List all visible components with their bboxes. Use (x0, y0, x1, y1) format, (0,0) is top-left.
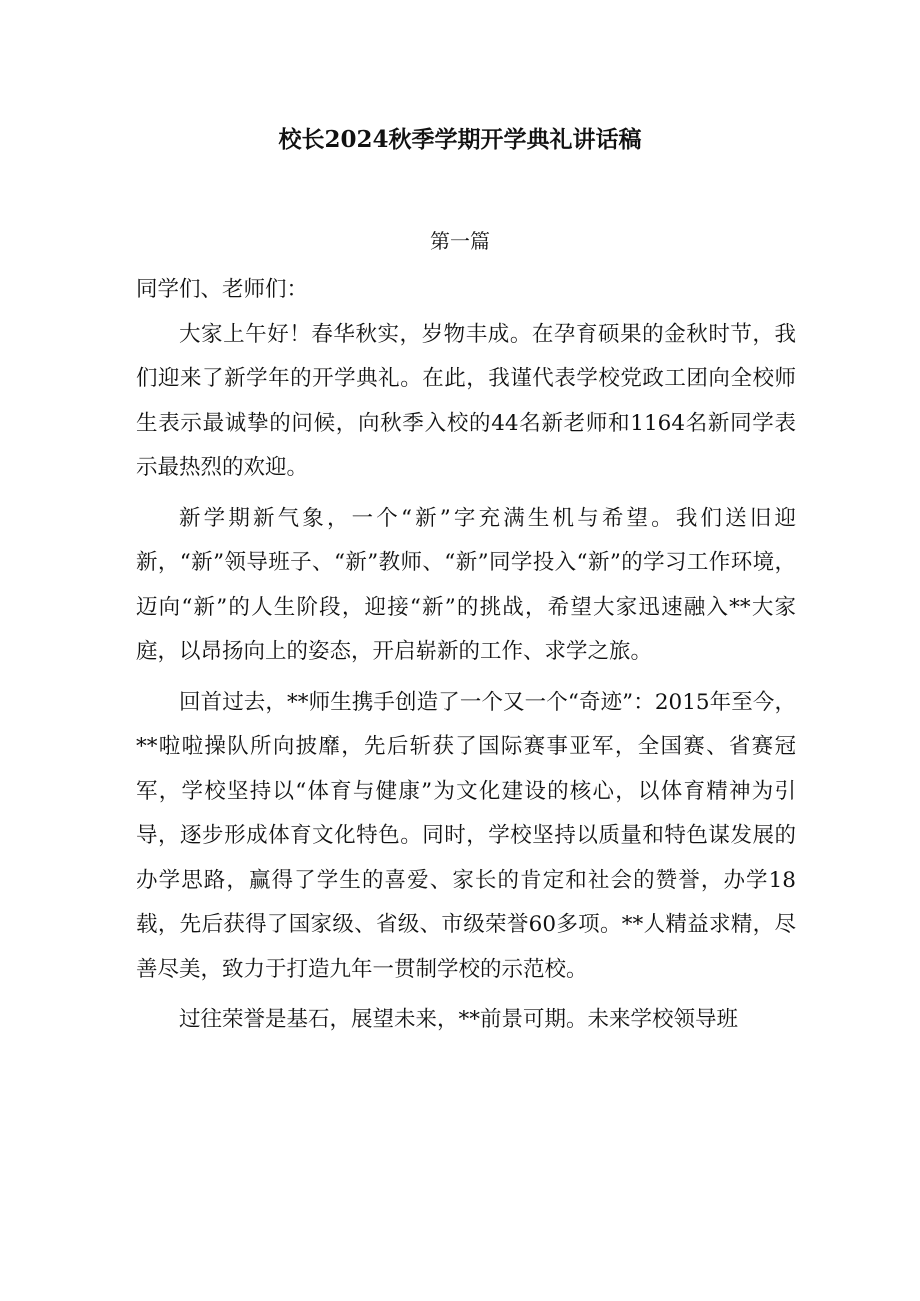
paragraph-new-semester: 新学期新气象，一个“新”字充满生机与希望。我们送旧迎新，“新”领导班子、“新”教师、“新”同学投入“新”的学习工作环境，迈向“新”的人生阶段，迎接“新”的挑战，希望大家迅速融入**大家庭，以昂扬向上的姿态，开启崭新的工作、求学之旅。 (136, 505, 796, 664)
document-body (136, 268, 796, 1049)
section-heading: 第一篇 (430, 229, 490, 253)
paragraph-welcome: 大家上午好！春华秋实，岁物丰成。在孕育硕果的金秋时节，我们迎来了新学年的开学典礼。在此，我谨代表学校党政工团向全校师生表示最诚挚的问候，向秋季入校的44名新老师和1164名新同学表示最热烈的欢迎。 (136, 321, 796, 480)
salutation: 同学们、老师们： (136, 277, 309, 302)
document-title: 校长2024秋季学期开学典礼讲话稿 (278, 126, 642, 153)
paragraph-achievements: 回首过去，**师生携手创造了一个又一个“奇迹”：2015年至今，**啦啦操队所向披靡，先后斩获了国际赛事亚军，全国赛、省赛冠军，学校坚持以“体育与健康”为文化建设的核心，以体育精神为引导，逐步形成体育文化特色。同时，学校坚持以质量和特色谋发展的办学思路，赢得了学生的喜爱、家长的肯定和社会的赞誉，办学18载，先后获得了国家级、省级、市级荣誉60多项。**人精益求精，尽善尽美，致力于打造九年一贯制学校的示范校。 (136, 689, 796, 982)
paragraph-future: 过往荣誉是基石，展望未来，**前景可期。未来学校领导班 (179, 1007, 739, 1032)
